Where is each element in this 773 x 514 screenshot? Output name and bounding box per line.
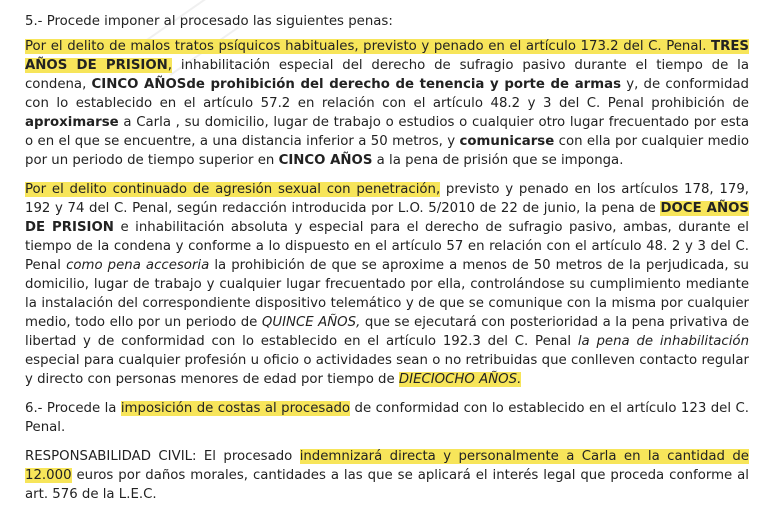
para1-text-5: a la pena de prisión que se imponga.	[372, 153, 624, 168]
disqualification-duration: DIECIOCHO AÑOS.	[398, 372, 522, 387]
accessory-penalty: como pena accesoria	[66, 258, 210, 273]
document-body	[25, 12, 749, 514]
highlight-crime-2: Por el delito continuado de agresión sexual con penetración,	[25, 182, 441, 197]
crime-1-tail: ,	[167, 58, 173, 73]
prison-term-1: TRES AÑOS DE PRISION	[25, 39, 749, 73]
prison-term-2: DOCE AÑOS	[660, 201, 749, 216]
para3-text-1: 6.- Procede la	[25, 401, 121, 416]
intro-text: 5.- Procede imponer al procesado las siguientes penas:	[25, 14, 393, 29]
para2-text-2: e inhabilitación absoluta y especial para el derecho de sufragio pasivo, ambas, durante el tiempo de la condena y conforme a lo dispuesto en el artículo 57 en relación con el artículo 48. 2 y 3 del C. Penal	[25, 220, 749, 273]
para1-text-1: inhabilitación especial del derecho de sufragio pasivo durante el tiempo de la condena,	[25, 58, 749, 92]
intro-paragraph	[25, 12, 749, 31]
crime-1-text: Por el delito de malos tratos psíquicos habituales, previsto y penado en el artículo 173.2 del C. Penal.	[25, 39, 707, 54]
para2-text-5: especial para cualquier profesión u oficio o actividades sean o no retribuidas que conlleven contacto regular y directo con personas menores de edad por tiempo de	[25, 353, 749, 387]
costs-paragraph	[25, 399, 749, 437]
approach-ban: aproximarse	[25, 115, 119, 130]
weapons-ban: CINCO AÑOSde prohibición del derecho de tenencia y porte de armas	[91, 77, 621, 92]
para2-text-3: la prohibición de que se aproxime a menos de 50 metros de la perjudicada, su domicilio, lugar de trabajo y cualquier lugar frecuentado por ella, controlándose su cumplimiento mediante la instalación del correspondiente dispositivo telemático y de que se comunique con la misma por cualquier medio, todo ello por un periodo de	[25, 258, 749, 330]
highlight-compensation: indemnizará directa y personalmente a Carla en la cantidad de 12.000	[25, 449, 749, 483]
ban-duration-2: QUINCE AÑOS,	[261, 315, 361, 330]
ban-duration: CINCO AÑOS	[278, 153, 373, 168]
civil-liability-paragraph	[25, 447, 749, 504]
para1-text-3: a Carla , su domicilio, lugar de trabajo o estudios o cualquier otro lugar frecuentado por esta o en el que se encuentre, a una distancia inferior a 50 metros, y	[25, 115, 749, 149]
para1-text-4: con ella por cualquier medio por un periodo de tiempo superior en	[25, 134, 749, 168]
highlight-costs: imposición de costas al procesado	[120, 401, 351, 416]
penalty-paragraph-agresion	[25, 180, 749, 389]
disqualification: la pena de inhabilitación	[577, 334, 749, 349]
para2-text-4: que se ejecutará con posterioridad a la pena privativa de libertad y de conformidad con lo establecido en el artículo 192.3 del C. Penal	[25, 315, 750, 349]
penalty-paragraph-malos-tratos	[25, 37, 749, 170]
para3-text-2: de conformidad con lo establecido en el artículo 123 del C. Penal.	[25, 401, 749, 435]
contact-ban: comunicarse	[459, 134, 555, 149]
para4-text-1: RESPONSABILIDAD CIVIL: El procesado	[25, 449, 300, 464]
para4-text-2: euros por daños morales, cantidades a las que se aplicará el interés legal que proceda conforme al art. 576 de la L.E.C.	[25, 468, 749, 502]
para2-text-1: previsto y penado en los artículos 178, 179, 192 y 74 del C. Penal, según redacción introducida por L.O. 5/2010 de 22 de junio, la pena de	[25, 182, 750, 216]
para1-text-2: y, de conformidad con lo establecido en el artículo 57.2 en relación con el artículo 48.2 y 3 del C. Penal prohibición de	[25, 77, 749, 111]
prison-label-2: DE PRISION	[25, 220, 114, 235]
